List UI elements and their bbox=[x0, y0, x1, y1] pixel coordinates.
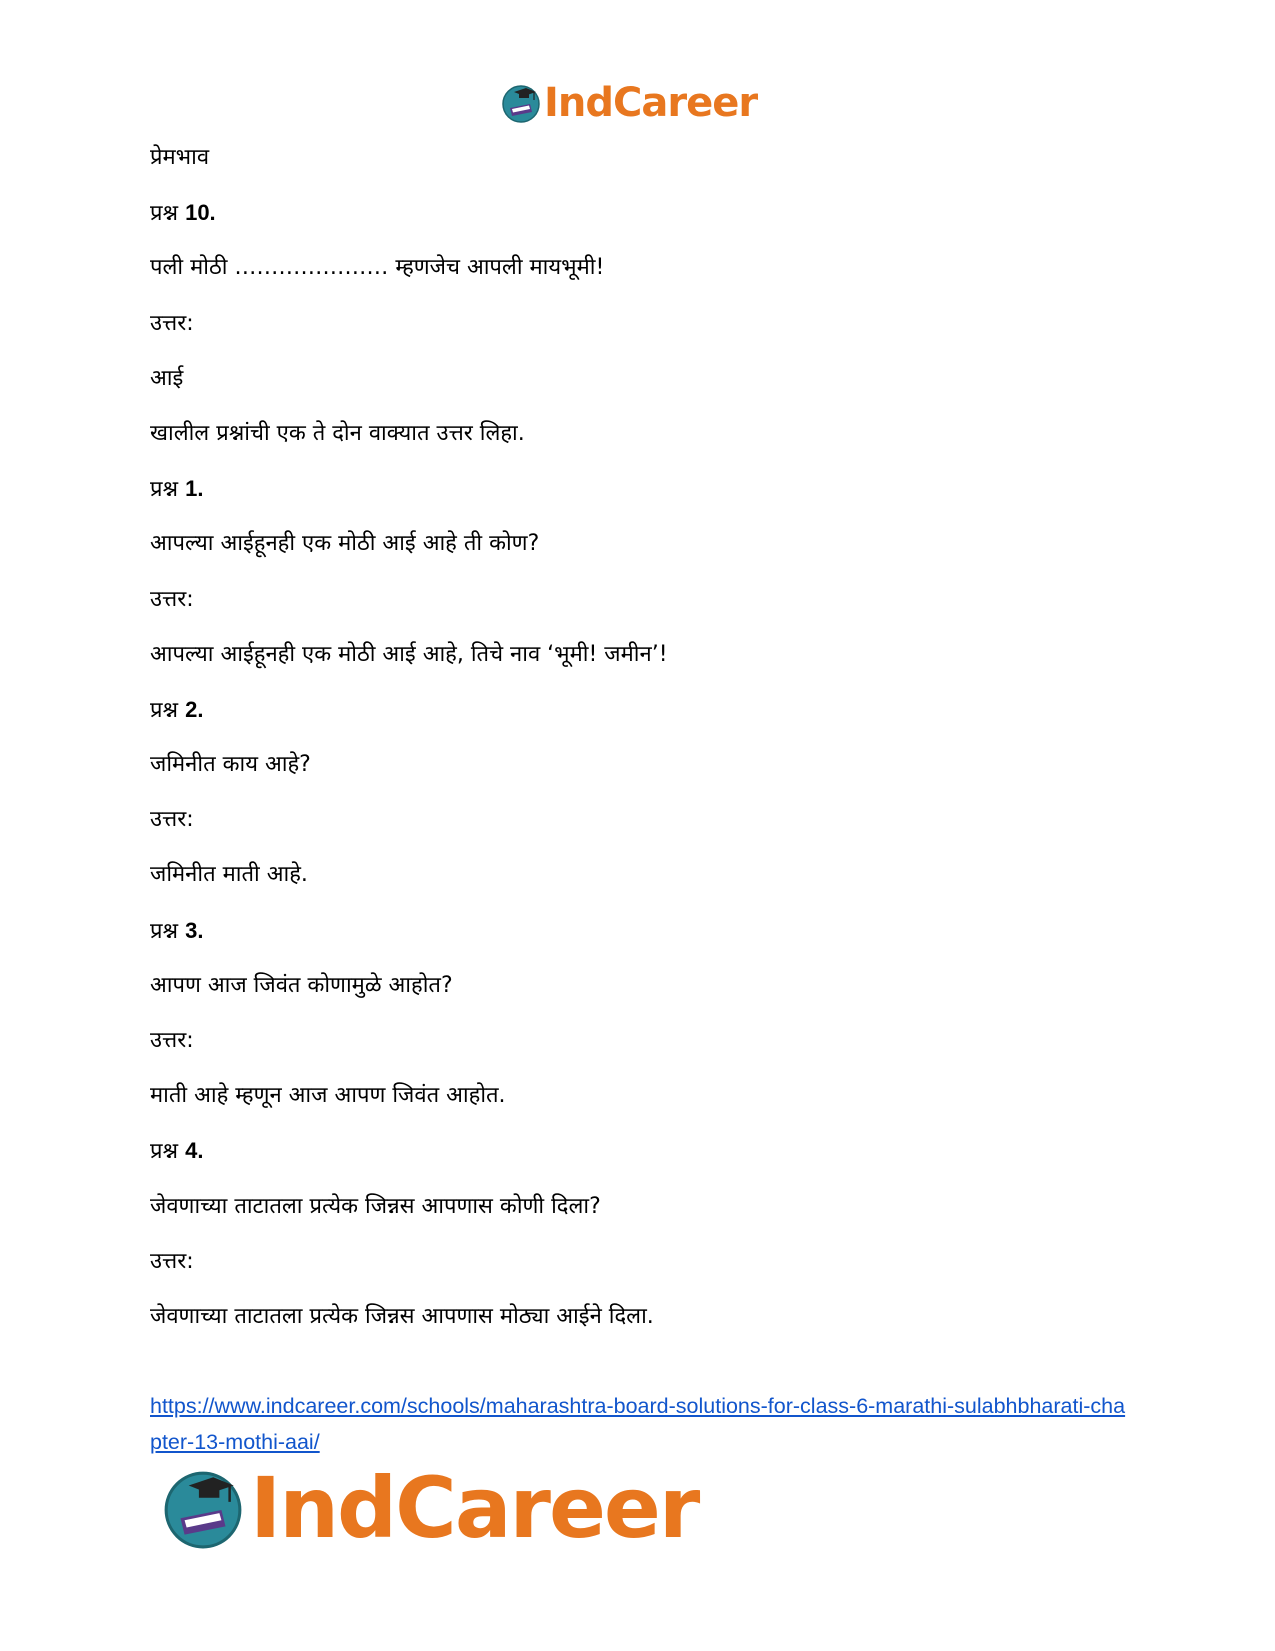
question-text: जमिनीत काय आहे? bbox=[150, 752, 311, 778]
question-prefix: प्रश्न bbox=[150, 201, 186, 227]
question-number: 4. bbox=[185, 1138, 204, 1164]
answer-text: आपल्या आईहूनही एक मोठी आई आहे, तिचे नाव ‘भूमी! जमीन’! bbox=[150, 641, 668, 667]
answer-text: जमिनीत माती आहे. bbox=[150, 862, 308, 888]
answer-label: उत्तर: bbox=[150, 1248, 194, 1274]
answer-label: उत्तर: bbox=[150, 807, 194, 833]
source-url-link[interactable]: https://www.indcareer.com/schools/maharashtra-board-solutions-for-class-6-marathi-sulabhbharati-chapter-13-mothi-aai/ bbox=[150, 1394, 1126, 1454]
question-prefix: प्रश्न bbox=[150, 477, 186, 503]
question-label bbox=[150, 198, 1130, 253]
question-label bbox=[150, 916, 1130, 971]
question-number: 2. bbox=[185, 696, 204, 722]
question-text: आपल्या आईहूनही एक मोठी आई आहे ती कोण? bbox=[150, 531, 540, 557]
answer-text: माती आहे म्हणून आज आपण जिवंत आहोत. bbox=[150, 1083, 506, 1109]
question-label bbox=[150, 1136, 1130, 1191]
answer-label: उत्तर: bbox=[150, 310, 194, 336]
document-body bbox=[150, 143, 1130, 1357]
header-logo bbox=[500, 78, 757, 128]
question-text: आपण आज जिवंत कोणामुळे आहोत? bbox=[150, 972, 453, 998]
logo-text-value: IndCareer bbox=[250, 1459, 699, 1557]
footer-logo bbox=[160, 1458, 698, 1558]
question-label bbox=[150, 695, 1130, 750]
answer-label: उत्तर: bbox=[150, 1028, 194, 1053]
question-number: 3. bbox=[185, 917, 204, 943]
question-number: 1. bbox=[185, 476, 204, 502]
logo-globe-icon bbox=[160, 1465, 246, 1551]
answer-text: आई bbox=[150, 365, 184, 391]
question-label bbox=[150, 474, 1130, 529]
question-number: 10. bbox=[185, 200, 216, 226]
section-instruction: खालील प्रश्नांची एक ते दोन वाक्यात उत्तर लिहा. bbox=[150, 420, 525, 446]
logo-text-value: IndCareer bbox=[544, 80, 758, 126]
logo-text bbox=[250, 1459, 699, 1557]
answer-label: उत्तर: bbox=[150, 586, 194, 612]
text-line: प्रेमभाव bbox=[150, 145, 210, 170]
question-text: पली मोठी ………………… म्हणजेच आपली मायभूमी! bbox=[150, 255, 605, 281]
question-prefix: प्रश्न bbox=[150, 1139, 186, 1165]
question-prefix: प्रश्न bbox=[150, 697, 186, 723]
answer-text: जेवणाच्या ताटातला प्रत्येक जिन्नस आपणास मोठ्या आईने दिला. bbox=[150, 1303, 654, 1329]
question-prefix: प्रश्न bbox=[150, 918, 186, 944]
source-link-block bbox=[150, 1388, 1130, 1460]
logo-globe-icon bbox=[500, 82, 542, 124]
question-text: जेवणाच्या ताटातला प्रत्येक जिन्नस आपणास कोणी दिला? bbox=[150, 1193, 601, 1219]
logo-text bbox=[544, 80, 758, 126]
